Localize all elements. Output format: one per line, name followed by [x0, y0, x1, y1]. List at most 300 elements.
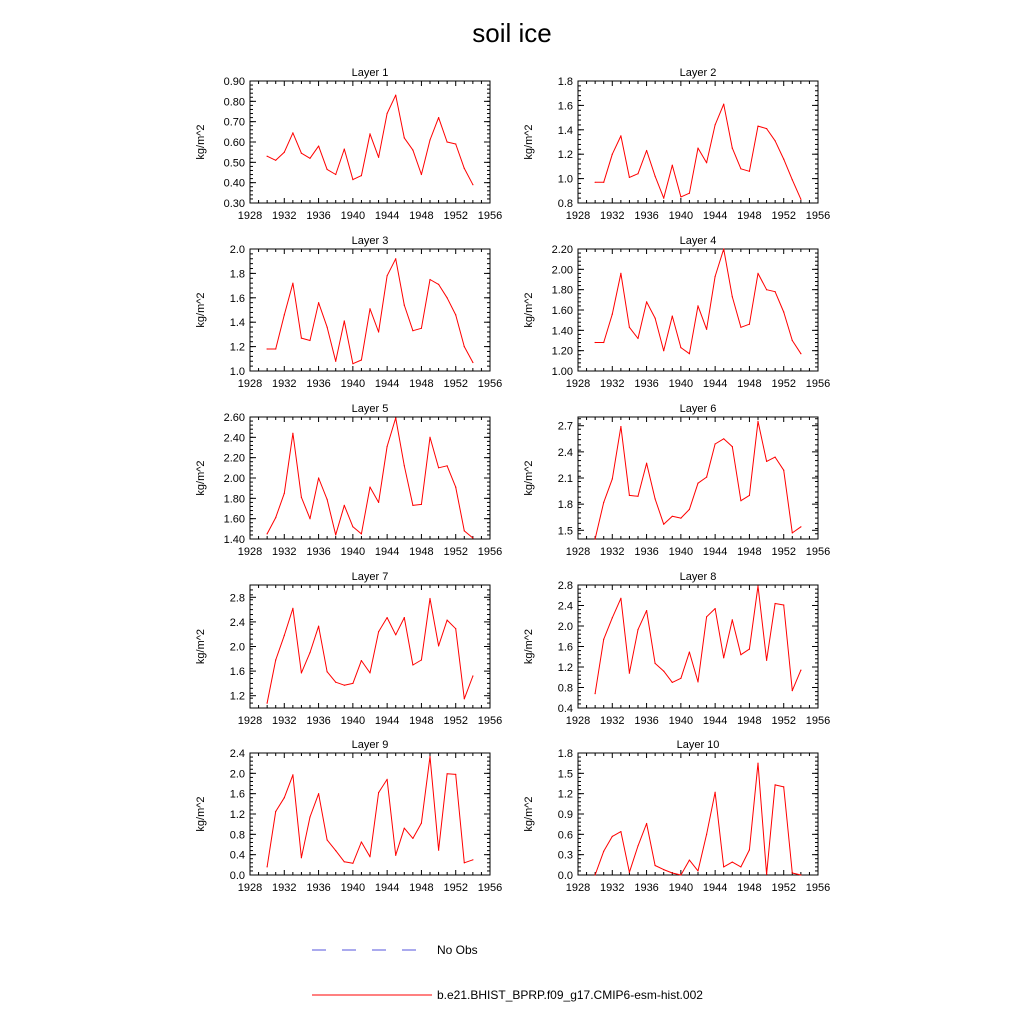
x-tick-label: 1932 [600, 210, 625, 222]
y-tick-label: 0.8 [557, 198, 573, 210]
data-point [612, 154, 613, 155]
plot-frame [578, 585, 818, 708]
data-point [447, 620, 448, 621]
data-point [378, 157, 379, 158]
data-point [680, 874, 681, 875]
x-tick-label: 1936 [634, 882, 659, 894]
data-point [637, 173, 638, 174]
y-tick-label: 1.60 [551, 305, 573, 317]
data-point [637, 338, 638, 339]
data-point [404, 465, 405, 466]
data-point [301, 497, 302, 498]
data-point [344, 149, 345, 150]
data-point [740, 500, 741, 501]
x-tick-label: 1940 [668, 210, 694, 222]
data-point [412, 505, 413, 506]
y-tick-label: 1.6 [229, 292, 245, 305]
data-point [267, 348, 268, 349]
panel-layer-8 [523, 571, 830, 727]
data-point [672, 872, 673, 873]
data-point [800, 199, 801, 200]
data-point [318, 302, 319, 303]
series-line [267, 95, 473, 185]
x-tick-label: 1940 [668, 378, 694, 390]
data-point [689, 860, 690, 861]
y-tick-label: 2.60 [223, 412, 245, 424]
data-point [464, 698, 465, 699]
x-tick-label: 1928 [237, 546, 263, 558]
y-tick-label: 0.4 [557, 703, 573, 715]
data-point [749, 495, 750, 496]
data-point [757, 421, 758, 422]
data-point [352, 363, 353, 364]
y-tick-label: 1.4 [229, 317, 245, 330]
plot-frame [578, 81, 818, 203]
data-point [429, 139, 430, 140]
data-point [663, 869, 664, 870]
data-point [732, 862, 733, 863]
data-point [472, 362, 473, 363]
panel-layer-5 [195, 403, 502, 558]
x-tick-label: 1948 [737, 715, 762, 727]
y-tick-label: 1.4 [557, 124, 573, 137]
y-tick-label: 2.7 [557, 420, 573, 433]
data-point [327, 839, 328, 840]
data-point [267, 156, 268, 157]
y-tick-label: 0.40 [223, 177, 245, 190]
y-tick-label: 1.8 [229, 268, 245, 281]
data-point [412, 838, 413, 839]
series-line [267, 418, 473, 538]
series-line [595, 104, 801, 199]
data-point [284, 797, 285, 798]
data-point [757, 126, 758, 127]
data-point [309, 816, 310, 817]
panel-title: Layer 4 [679, 235, 717, 247]
data-point [629, 495, 630, 496]
x-tick-label: 1944 [374, 715, 400, 727]
panel-layer-7 [195, 571, 502, 727]
data-point [429, 756, 430, 757]
data-point [749, 171, 750, 172]
data-point [792, 690, 793, 691]
x-tick-label: 1928 [565, 882, 591, 894]
data-point [766, 128, 767, 129]
series-line [595, 421, 801, 539]
data-point [472, 537, 473, 538]
data-point [783, 159, 784, 160]
x-tick-label: 1944 [702, 378, 728, 390]
x-tick-label: 1928 [565, 378, 591, 390]
x-tick-label: 1940 [340, 546, 366, 558]
x-tick-label: 1932 [600, 882, 625, 894]
data-point [680, 678, 681, 679]
legend-series-label: b.e21.BHIST_BPRP.f09_g17.CMIP6-esm-hist.002 [437, 988, 703, 1002]
data-point [421, 174, 422, 175]
y-axis-label: kg/m^2 [195, 124, 207, 160]
data-point [318, 626, 319, 627]
panel-layer-6 [523, 403, 830, 558]
x-tick-label: 1940 [340, 378, 366, 390]
data-point [629, 673, 630, 674]
data-point [327, 327, 328, 328]
x-tick-label: 1932 [272, 715, 297, 727]
data-point [800, 526, 801, 527]
y-tick-label: 1.5 [557, 525, 573, 538]
data-point [395, 258, 396, 259]
data-point [680, 518, 681, 519]
y-tick-label: 1.00 [551, 366, 573, 378]
data-point [447, 297, 448, 298]
data-point [464, 168, 465, 169]
data-point [757, 273, 758, 274]
x-tick-label: 1936 [306, 378, 331, 390]
x-tick-label: 1952 [443, 210, 468, 222]
data-point [706, 162, 707, 163]
data-point [412, 330, 413, 331]
data-point [395, 95, 396, 96]
y-tick-label: 2.20 [551, 244, 573, 256]
data-point [595, 538, 596, 539]
x-tick-label: 1944 [702, 546, 728, 558]
x-tick-label: 1944 [374, 378, 400, 390]
y-tick-label: 0.70 [223, 116, 245, 129]
data-point [603, 639, 604, 640]
data-point [327, 499, 328, 500]
data-point [472, 184, 473, 185]
y-tick-label: 2.4 [557, 446, 573, 459]
y-axis-label: kg/m^2 [195, 796, 207, 832]
data-point [378, 792, 379, 793]
series-line [267, 259, 473, 364]
y-tick-label: 0.0 [229, 870, 245, 882]
y-axis-label: kg/m^2 [523, 460, 535, 496]
data-point [715, 276, 716, 277]
data-point [800, 353, 801, 354]
data-point [352, 526, 353, 527]
y-tick-label: 0.8 [229, 829, 245, 842]
y-tick-label: 1.5 [557, 768, 573, 781]
x-tick-label: 1936 [634, 546, 659, 558]
y-tick-label: 2.0 [229, 768, 245, 781]
data-point [352, 863, 353, 864]
data-point [344, 861, 345, 862]
x-tick-label: 1940 [668, 882, 694, 894]
data-point [655, 663, 656, 664]
data-point [706, 329, 707, 330]
data-point [267, 866, 268, 867]
data-point [275, 348, 276, 349]
data-point [361, 359, 362, 360]
data-point [646, 823, 647, 824]
data-point [620, 273, 621, 274]
data-point [672, 316, 673, 317]
series-line [595, 586, 801, 694]
data-point [275, 160, 276, 161]
x-tick-label: 1952 [771, 210, 796, 222]
y-tick-label: 2.4 [557, 600, 573, 613]
y-tick-label: 0.3 [557, 849, 573, 862]
series-line [267, 599, 473, 704]
x-tick-label: 1932 [272, 546, 297, 558]
y-tick-label: 2.20 [223, 452, 245, 465]
y-tick-label: 1.8 [557, 499, 573, 512]
y-tick-label: 0.8 [557, 682, 573, 695]
panel-title: Layer 1 [351, 67, 389, 79]
data-point [472, 675, 473, 676]
data-point [757, 763, 758, 764]
data-point [629, 327, 630, 328]
y-tick-label: 1.40 [551, 325, 573, 338]
y-axis-label: kg/m^2 [523, 124, 535, 160]
data-point [792, 179, 793, 180]
x-tick-label: 1948 [409, 210, 434, 222]
data-point [689, 652, 690, 653]
data-point [766, 289, 767, 290]
y-tick-label: 0.9 [557, 809, 573, 821]
y-tick-label: 1.6 [557, 641, 573, 654]
y-tick-label: 0.0 [557, 870, 573, 882]
data-point [447, 465, 448, 466]
data-point [603, 342, 604, 343]
data-point [800, 670, 801, 671]
data-point [663, 350, 664, 351]
series-line [595, 763, 801, 875]
y-tick-label: 0.60 [223, 137, 245, 149]
y-tick-label: 0.6 [557, 829, 573, 842]
series-line [595, 249, 801, 354]
y-tick-label: 1.0 [229, 366, 245, 378]
x-tick-label: 1928 [565, 546, 591, 558]
x-tick-label: 1956 [805, 715, 831, 727]
data-point [620, 426, 621, 427]
data-point [697, 305, 698, 306]
data-point [655, 176, 656, 177]
y-tick-label: 1.2 [229, 341, 245, 354]
x-tick-label: 1936 [634, 715, 659, 727]
plot-frame [578, 249, 818, 371]
y-tick-label: 2.0 [229, 244, 245, 256]
y-tick-label: 0.50 [223, 157, 245, 170]
data-point [292, 433, 293, 434]
data-point [595, 874, 596, 875]
data-point [318, 146, 319, 147]
x-tick-label: 1956 [805, 210, 831, 222]
data-point [438, 284, 439, 285]
data-point [267, 533, 268, 534]
data-point [697, 870, 698, 871]
data-point [438, 645, 439, 646]
data-point [292, 283, 293, 284]
data-point [455, 774, 456, 775]
x-tick-label: 1952 [771, 882, 796, 894]
data-point [438, 467, 439, 468]
data-point [715, 792, 716, 793]
plot-frame [578, 417, 818, 539]
x-tick-label: 1944 [374, 546, 400, 558]
y-tick-label: 1.8 [557, 76, 573, 88]
y-tick-label: 0.90 [223, 76, 245, 88]
y-tick-label: 1.60 [223, 513, 245, 526]
plot-frame [250, 585, 490, 708]
data-point [680, 347, 681, 348]
x-tick-label: 1928 [237, 378, 263, 390]
data-point [387, 617, 388, 618]
y-axis-label: kg/m^2 [195, 292, 207, 328]
y-tick-label: 1.6 [229, 666, 245, 679]
data-point [327, 169, 328, 170]
data-point [603, 182, 604, 183]
x-tick-label: 1952 [443, 378, 468, 390]
x-tick-label: 1932 [600, 546, 625, 558]
y-tick-label: 2.0 [557, 621, 573, 633]
x-tick-label: 1940 [668, 546, 694, 558]
data-point [284, 635, 285, 636]
data-point [603, 851, 604, 852]
data-point [655, 498, 656, 499]
y-tick-label: 1.80 [551, 284, 573, 297]
data-point [775, 457, 776, 458]
series-line [267, 757, 473, 867]
data-point [275, 659, 276, 660]
x-tick-label: 1928 [565, 210, 591, 222]
plot-frame [250, 81, 490, 203]
data-point [455, 628, 456, 629]
panel-title: Layer 9 [351, 739, 389, 751]
y-tick-label: 1.6 [557, 100, 573, 113]
data-point [749, 849, 750, 850]
y-axis-label: kg/m^2 [523, 796, 535, 832]
panel-title: Layer 7 [351, 571, 389, 583]
x-tick-label: 1928 [237, 715, 263, 727]
panel-title: Layer 6 [679, 403, 717, 415]
data-point [327, 671, 328, 672]
y-axis-label: kg/m^2 [195, 460, 207, 496]
x-tick-label: 1948 [737, 882, 762, 894]
data-point [732, 446, 733, 447]
data-point [404, 828, 405, 829]
y-tick-label: 2.4 [229, 748, 245, 760]
panel-title: Layer 10 [676, 739, 720, 751]
x-tick-label: 1936 [306, 546, 331, 558]
x-tick-label: 1940 [340, 882, 366, 894]
data-point [732, 619, 733, 620]
data-point [292, 608, 293, 609]
data-point [361, 660, 362, 661]
x-tick-label: 1956 [477, 546, 503, 558]
data-point [387, 779, 388, 780]
x-tick-label: 1948 [409, 882, 434, 894]
data-point [344, 320, 345, 321]
data-point [275, 517, 276, 518]
x-tick-label: 1928 [237, 210, 263, 222]
plot-frame [578, 753, 818, 875]
y-tick-label: 0.30 [223, 198, 245, 210]
panel-title: Layer 5 [351, 403, 389, 415]
y-tick-label: 2.00 [223, 473, 245, 485]
data-point [309, 340, 310, 341]
y-tick-label: 1.20 [551, 345, 573, 358]
x-tick-label: 1932 [272, 210, 297, 222]
data-point [689, 353, 690, 354]
data-point [387, 446, 388, 447]
data-point [792, 340, 793, 341]
y-tick-label: 1.8 [557, 748, 573, 760]
data-point [740, 327, 741, 328]
data-point [783, 786, 784, 787]
x-tick-label: 1956 [477, 715, 503, 727]
x-tick-label: 1932 [600, 378, 625, 390]
data-point [775, 784, 776, 785]
y-tick-label: 1.2 [557, 149, 573, 162]
panel-layer-9 [195, 739, 502, 894]
data-point [637, 496, 638, 497]
x-tick-label: 1932 [600, 715, 625, 727]
x-tick-label: 1944 [702, 715, 728, 727]
data-point [438, 850, 439, 851]
data-point [292, 774, 293, 775]
data-point [472, 859, 473, 860]
x-tick-label: 1956 [805, 882, 831, 894]
panel-layer-10 [523, 739, 830, 894]
data-point [369, 672, 370, 673]
data-point [680, 196, 681, 197]
data-point [361, 175, 362, 176]
data-point [715, 608, 716, 609]
data-point [620, 135, 621, 136]
x-tick-label: 1956 [477, 882, 503, 894]
data-point [335, 534, 336, 535]
data-point [455, 143, 456, 144]
data-point [783, 470, 784, 471]
x-tick-label: 1944 [374, 882, 400, 894]
data-point [275, 811, 276, 812]
data-point [715, 124, 716, 125]
data-point [455, 314, 456, 315]
x-tick-label: 1948 [409, 378, 434, 390]
data-point [775, 140, 776, 141]
data-point [412, 664, 413, 665]
panel-title: Layer 2 [679, 67, 717, 79]
y-axis-label: kg/m^2 [523, 628, 535, 665]
data-point [309, 158, 310, 159]
data-point [309, 652, 310, 653]
y-tick-label: 1.2 [557, 788, 573, 801]
data-point [646, 301, 647, 302]
x-tick-label: 1948 [409, 546, 434, 558]
figure-title: soil ice [472, 18, 552, 48]
data-point [301, 153, 302, 154]
legend-obs-label: No Obs [437, 943, 478, 957]
data-point [361, 533, 362, 534]
data-point [361, 841, 362, 842]
y-tick-label: 1.80 [223, 493, 245, 506]
data-point [387, 275, 388, 276]
panel-title: Layer 3 [351, 235, 389, 247]
data-point [706, 477, 707, 478]
data-point [369, 308, 370, 309]
y-tick-label: 2.8 [229, 592, 245, 605]
data-point [344, 685, 345, 686]
data-point [455, 487, 456, 488]
data-point [301, 338, 302, 339]
data-point [706, 834, 707, 835]
data-point [284, 152, 285, 153]
y-tick-label: 1.0 [557, 173, 573, 186]
data-point [612, 478, 613, 479]
x-tick-label: 1928 [237, 882, 263, 894]
x-tick-label: 1952 [443, 715, 468, 727]
